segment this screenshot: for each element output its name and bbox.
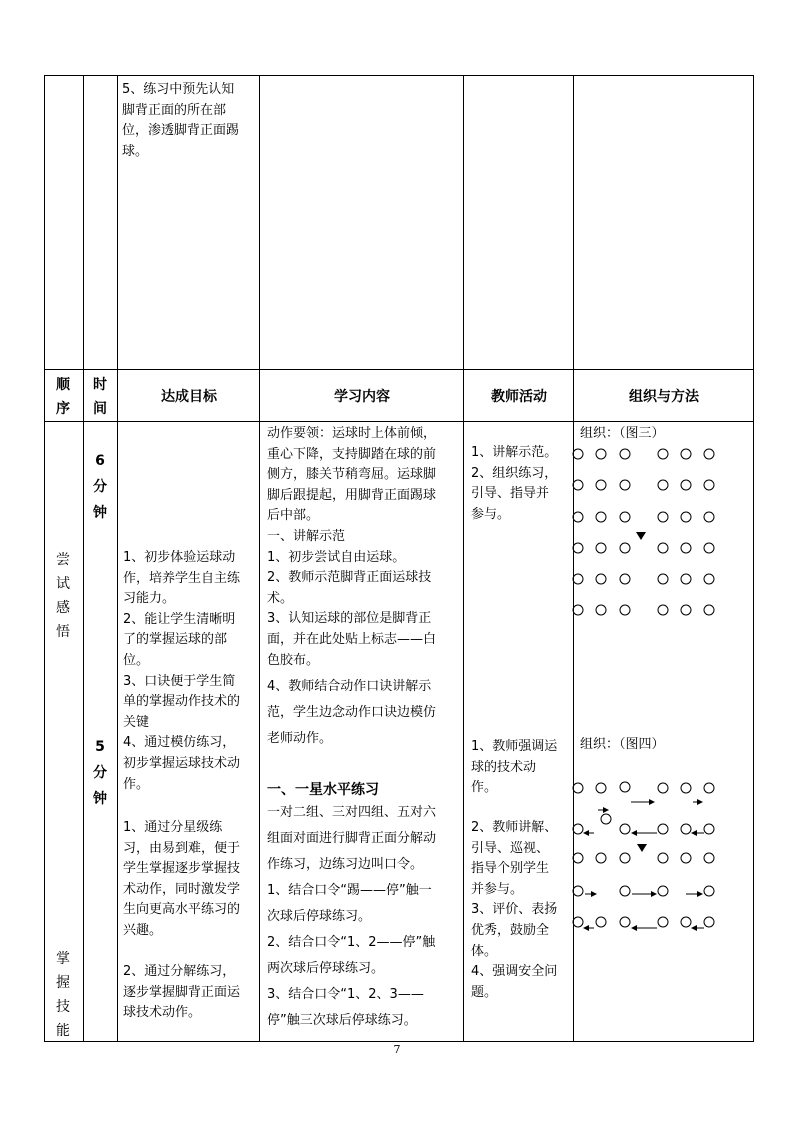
student-circles-row-5 <box>573 574 714 584</box>
table-col-divider-2 <box>117 75 118 1042</box>
teacher-block-1: 1、讲解示范。 2、组织练习， 引导、指导并 参与。 <box>471 445 558 522</box>
content-block-3: 一对二组、三对四组、五对六 组面对面进行脚背正面分解动 作练习，边练习边叫口令。 1、结合口令“踢——停”触一 次球后停球练习。 2、结合口令“1、2——停”触 两次球后停球练习。 3、结合口令“1、2、3—— 停”触三次球后停球练习。 <box>267 805 437 1028</box>
header-teacher: 教师活动 <box>491 389 547 405</box>
table-border-header-top <box>44 369 754 370</box>
formation-diagram-fig4 <box>568 776 748 936</box>
header-goal: 达成目标 <box>161 389 217 405</box>
table-col-divider-5 <box>573 75 574 1042</box>
time-6-min: 6 分 钟 <box>93 453 107 521</box>
teacher-block-2: 1、教师强调运 球的技术动 作。 <box>471 739 558 796</box>
goals-block-1: 1、初步体验运球动 作，培养学生自主练 习能力。 2、能让学生清晰明 了的掌握运球的部 位。 3、口诀便于学生简 单的掌握动作技术的 关键 4、通过模仿练习， 初步掌握运球技术动 作。 <box>123 550 241 792</box>
content-block-1: 动作要领：运球时上体前倾， 重心下降，支持脚踏在球的前 侧方，膝关节稍弯屈。运球脚 脚后跟提起，用脚背正面踢球 后中部。 一、讲解示范 1、初步尝试自由运球。 2、教师示范脚背正面运球技 术。 3、认知运球的部位是脚背正 面，并在此处贴上标志——白 色胶布。 <box>267 426 437 668</box>
table-border-bottom <box>44 1041 754 1042</box>
table-border-top <box>44 75 754 76</box>
table-col-divider-3 <box>259 75 260 1042</box>
student-circles-row-3 <box>573 512 714 522</box>
student-circles-row-2 <box>573 480 714 490</box>
order-try-feel: 尝 试 感 悟 <box>56 552 70 640</box>
student-circles-row-6 <box>573 605 714 615</box>
student-circles-row-1 <box>573 449 714 459</box>
page-number: 7 <box>393 1043 401 1056</box>
table-col-divider-1 <box>83 75 84 1042</box>
org-label-fig4: 组织：（图四） <box>580 737 665 752</box>
table-border-left <box>44 75 45 1042</box>
student-circles-row-4 <box>573 543 714 553</box>
org-label-fig3: 组织：（图三） <box>580 426 665 441</box>
table-border-header-bottom <box>44 421 754 422</box>
formation-diagram-fig3 <box>568 440 748 620</box>
header-org: 组织与方法 <box>629 389 699 405</box>
table-col-divider-4 <box>463 75 464 1042</box>
header-content: 学习内容 <box>334 389 390 405</box>
header-order: 顺 序 <box>56 377 70 417</box>
header-time: 时 间 <box>93 377 107 417</box>
time-5-min: 5 分 钟 <box>93 739 107 807</box>
teacher-block-3: 2、教师讲解、 引导、巡视、 指导个别学生 并参与。 3、评价、表扬 优秀，鼓励全 体。 4、强调安全问 题。 <box>471 820 558 1000</box>
teacher-triangle-marker <box>636 532 646 540</box>
goals-block-3: 2、通过分解练习， 逐步掌握脚背正面运 球技术动作。 <box>123 964 241 1021</box>
content-subheading: 一、一星水平练习 <box>267 782 379 798</box>
goals-block-2: 1、通过分星级练 习，由易到难，便于 学生掌握逐步掌握技 术动作，同时激发学 生向更高水平练习的 兴趣。 <box>123 820 241 938</box>
order-master-skill: 掌 握 技 能 <box>56 951 70 1039</box>
content-block-2: 4、教师结合动作口诀讲解示 范，学生边念动作口诀边模仿 老师动作。 <box>267 679 437 746</box>
table-border-right <box>753 75 754 1042</box>
top-goal-text: 5、练习中预先认知 脚背正面的所在部 位，渗透脚背正面踢 球。 <box>122 82 240 159</box>
teacher-triangle-marker <box>637 844 647 852</box>
